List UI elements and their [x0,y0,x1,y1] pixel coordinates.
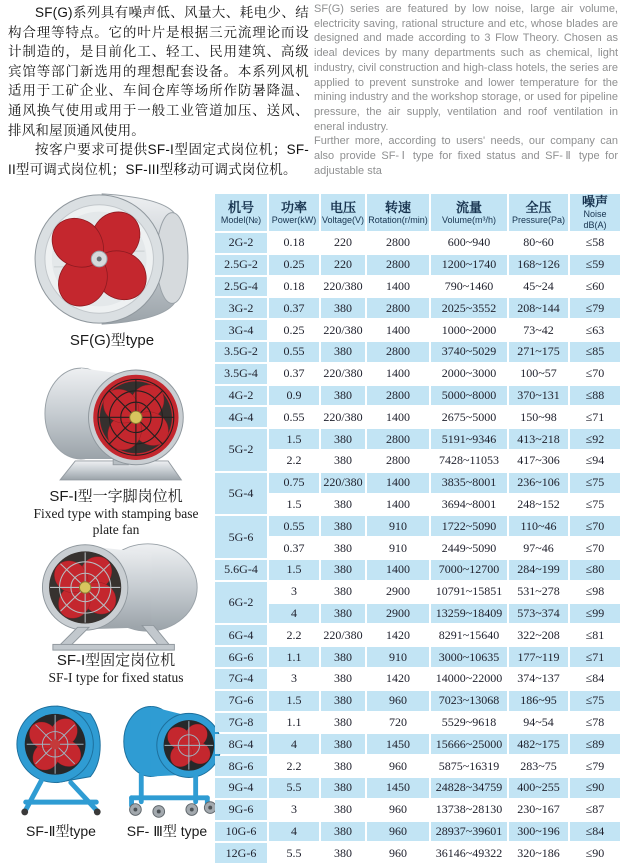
header-label-zh: 流量 [455,199,482,215]
table-row [215,691,620,711]
spec-cell: 8291~15640 [431,625,507,645]
table-row [215,386,620,406]
spec-cell: ≤81 [570,625,620,645]
spec-cell: 1400 [367,277,429,297]
spec-cell: 910 [367,538,429,558]
intro-zh-paragraph-1: SF(G)系列具有噪声低、风量大、耗电少、结构合理等特点。它的叶片是根据三元流理论而设计制造的，是目前化工、轻工、民用建筑、高级宾馆等部门新选用的理想配套设备。本系列风机适用于工矿企业、车间仓库等场所作防暑降温、通风换气使用或用于一般工业管道加压、送风、排风和屋顶通风使用。 [8,5,309,138]
spec-cell: 2.2 [269,625,319,645]
header-label-zh: 机号 [227,199,254,215]
spec-cell: ≤59 [570,255,620,275]
table-row [215,429,620,449]
spec-cell: 3 [269,582,319,602]
spec-cell: 208~144 [509,298,568,318]
spec-cell: 0.18 [269,277,319,297]
header-label-zh: 噪声 [581,194,608,209]
header-cell [215,194,267,231]
table-row [215,625,620,645]
spec-cell: 0.37 [269,298,319,318]
table-row [215,604,620,624]
spec-cell: 320~186 [509,843,568,863]
spec-cell: ≤94 [570,451,620,471]
spec-cell: 3740~5029 [431,342,507,362]
intro-chinese [8,3,309,179]
spec-cell: 380 [321,734,365,754]
intro-zh-paragraph-2: 按客户要求可提供SF-I型固定式岗位机；SF-II型可调式岗位机；SF-III型移动可调式岗位机。 [8,142,309,177]
intro-english [314,2,618,178]
spec-cell: 0.75 [269,473,319,493]
model-cell: 7G-6 [215,691,267,711]
spec-cell: 380 [321,386,365,406]
figure-sf2-sf3 [12,700,218,840]
figure-sf1-fixed-caption-zh: SF-I型固定岗位机 [56,652,176,669]
table-row [215,756,620,776]
spec-cell: 220/380 [321,473,365,493]
model-cell: 12G-6 [215,843,267,863]
spec-cell: ≤75 [570,495,620,515]
spec-cell: 2800 [367,342,429,362]
spec-cell: 380 [321,538,365,558]
spec-cell: 2025~3552 [431,298,507,318]
spec-cell: ≤90 [570,843,620,863]
spec-cell: 97~46 [509,538,568,558]
figure-sf1-fixed [24,540,208,686]
model-cell: 9G-4 [215,778,267,798]
spec-cell: 271~175 [509,342,568,362]
header-label-en: Volume(m³/h) [441,214,496,225]
model-cell: 3G-4 [215,320,267,340]
table-row [215,516,620,536]
spec-cell: 720 [367,713,429,733]
spec-cell: 1400 [367,364,429,384]
spec-cell: 300~196 [509,822,568,842]
header-label-en: Pressure(Pa) [511,214,565,225]
table-row [215,451,620,471]
spec-cell: 573~374 [509,604,568,624]
spec-cell: 1450 [367,734,429,754]
spec-cell: 1.1 [269,713,319,733]
spec-cell: 417~306 [509,451,568,471]
table-row [215,560,620,580]
header-label-en: Model(№) [220,214,262,225]
spec-cell: 3 [269,800,319,820]
spec-cell: 380 [321,778,365,798]
spec-cell: ≤80 [570,560,620,580]
spec-cell: ≤84 [570,669,620,689]
spec-cell: 1400 [367,473,429,493]
spec-table-header [215,194,620,231]
header-label-zh: 电压 [329,199,356,215]
spec-cell: 36146~49322 [431,843,507,863]
spec-cell: 28937~39601 [431,822,507,842]
spec-cell: 2800 [367,429,429,449]
model-cell: 4G-2 [215,386,267,406]
spec-cell: 1420 [367,669,429,689]
spec-cell: 1.5 [269,495,319,515]
spec-cell: 0.37 [269,364,319,384]
spec-cell: ≤71 [570,407,620,427]
spec-cell: 380 [321,342,365,362]
model-cell: 7G-8 [215,713,267,733]
spec-cell: 15666~25000 [431,734,507,754]
table-row [215,778,620,798]
spec-cell: 2675~5000 [431,407,507,427]
spec-cell: 283~75 [509,756,568,776]
model-cell: 7G-4 [215,669,267,689]
spec-cell: 0.25 [269,255,319,275]
spec-cell: 248~152 [509,495,568,515]
figure-sf1-baseplate [22,360,210,538]
spec-cell: 150~98 [509,407,568,427]
model-cell: 5G-6 [215,516,267,558]
spec-table-body [215,233,620,863]
figure-sf2-caption: SF-Ⅱ型type [26,823,96,839]
spec-cell: 0.18 [269,233,319,253]
spec-cell: ≤63 [570,320,620,340]
spec-cell: 5.5 [269,778,319,798]
table-row [215,342,620,362]
spec-cell: 5875~16319 [431,756,507,776]
spec-cell: ≤85 [570,342,620,362]
spec-cell: 1400 [367,407,429,427]
spec-cell: 3694~8001 [431,495,507,515]
spec-cell: 177~119 [509,647,568,667]
model-cell: 6G-4 [215,625,267,645]
axial-fan-sfg-image [18,186,206,332]
header-cell [367,194,429,231]
spec-cell: 482~175 [509,734,568,754]
spec-cell: 220 [321,233,365,253]
table-row [215,233,620,253]
spec-cell: 220 [321,255,365,275]
spec-cell: 2.2 [269,756,319,776]
spec-cell: ≤70 [570,364,620,384]
spec-cell: 1.5 [269,560,319,580]
model-cell: 5G-2 [215,429,267,471]
spec-cell: 14000~22000 [431,669,507,689]
spec-cell: 380 [321,713,365,733]
model-cell: 2.5G-2 [215,255,267,275]
spec-cell: 380 [321,298,365,318]
model-cell: 4G-4 [215,407,267,427]
spec-cell: 186~95 [509,691,568,711]
table-row [215,298,620,318]
table-row [215,647,620,667]
spec-cell: 3 [269,669,319,689]
spec-cell: 110~46 [509,516,568,536]
spec-cell: 236~106 [509,473,568,493]
spec-cell: 380 [321,495,365,515]
spec-cell: ≤70 [570,538,620,558]
spec-cell: 1400 [367,560,429,580]
model-cell: 2G-2 [215,233,267,253]
spec-cell: 5191~9346 [431,429,507,449]
table-row [215,277,620,297]
spec-cell: 2449~5090 [431,538,507,558]
spec-cell: 960 [367,691,429,711]
table-row [215,582,620,602]
spec-cell: ≤70 [570,516,620,536]
spec-cell: 2900 [367,582,429,602]
spec-cell: ≤60 [570,277,620,297]
table-row [215,800,620,820]
spec-cell: 94~54 [509,713,568,733]
spec-cell: 400~255 [509,778,568,798]
spec-cell: 5529~9618 [431,713,507,733]
spec-cell: 380 [321,560,365,580]
spec-cell: 220/380 [321,407,365,427]
spec-cell: 0.25 [269,320,319,340]
spec-cell: 380 [321,582,365,602]
figure-sf3-caption: SF- Ⅲ型 type [126,823,208,839]
header-label-zh: 转速 [384,199,411,215]
table-row [215,255,620,275]
figure-sf1-baseplate-caption-en: Fixed type with stamping base plate fan [33,506,199,537]
header-cell [509,194,568,231]
figure-sf1-baseplate-caption-zh: SF-I型一字脚岗位机 [49,488,183,505]
intro-en-paragraph-2: Further more, according to users' needs, our company can also provide SF-Ⅰ type for fixed status and SF-Ⅱ type for adjustable sta [314,135,618,177]
spec-cell: ≤88 [570,386,620,406]
header-label-en: Power(kW) [271,214,317,225]
table-row [215,538,620,558]
spec-cell: 3000~10635 [431,647,507,667]
spec-cell: 24828~34759 [431,778,507,798]
header-cell [321,194,365,231]
spec-cell: 284~199 [509,560,568,580]
spec-cell: 370~131 [509,386,568,406]
figure-sfg-type [14,186,210,350]
spec-cell: 600~940 [431,233,507,253]
spec-cell: ≤75 [570,473,620,493]
intro-en-paragraph-1: SF(G) series are featured by low noise, large air volume, electricity saving, rational structure and etc, whose blades are designed and made according to 3 Flow Theory. Chosen as ideal devices by many departments such as chemical, light industry, civil construction and high-class hotels, the series are applied to prevent sunstroke and lower temperature for the mining industry and the workshop storage, or used for pipeline pressure, the air supply, ventilation and roof ventilation in eneral industry. [314,3,618,133]
header-label-zh: 全压 [525,199,552,215]
header-label-en: Noise dB(A) [583,209,607,230]
spec-cell: ≤87 [570,800,620,820]
model-cell: 5.6G-4 [215,560,267,580]
spec-cell: 10791~15851 [431,582,507,602]
figure-sf3 [116,700,218,840]
header-label-en: Voltage(V) [321,214,364,225]
spec-cell: 1420 [367,625,429,645]
spec-cell: ≤84 [570,822,620,842]
spec-cell: ≤78 [570,713,620,733]
spec-cell: ≤90 [570,778,620,798]
spec-cell: 380 [321,647,365,667]
spec-cell: 0.55 [269,516,319,536]
spec-cell: 4 [269,604,319,624]
spec-cell: 1200~1740 [431,255,507,275]
model-cell: 10G-6 [215,822,267,842]
spec-cell: 7000~12700 [431,560,507,580]
model-cell: 2.5G-4 [215,277,267,297]
spec-cell: 380 [321,800,365,820]
header-cell [570,194,620,231]
spec-cell: 531~278 [509,582,568,602]
table-row [215,495,620,515]
spec-cell: 13738~28130 [431,800,507,820]
spec-cell: 0.37 [269,538,319,558]
spec-cell: 0.9 [269,386,319,406]
spec-cell: ≤89 [570,734,620,754]
spec-cell: 220/380 [321,320,365,340]
spec-cell: 2800 [367,298,429,318]
spec-cell: 380 [321,451,365,471]
spec-cell: 5.5 [269,843,319,863]
spec-cell: 2900 [367,604,429,624]
table-row [215,473,620,493]
header-row [215,194,620,231]
spec-cell: 1.5 [269,691,319,711]
spec-cell: 960 [367,843,429,863]
model-cell: 3.5G-4 [215,364,267,384]
spec-cell: 0.55 [269,342,319,362]
spec-cell: 374~137 [509,669,568,689]
header-label-zh: 功率 [280,199,307,215]
spec-cell: 168~126 [509,255,568,275]
spec-cell: 5000~8000 [431,386,507,406]
spec-cell: ≤71 [570,647,620,667]
table-row [215,407,620,427]
model-cell: 9G-6 [215,800,267,820]
spec-cell: 7428~11053 [431,451,507,471]
spec-cell: 2000~3000 [431,364,507,384]
spec-table [213,192,622,865]
spec-cell: 4 [269,822,319,842]
spec-cell: 2800 [367,451,429,471]
spec-cell: 0.55 [269,407,319,427]
table-row [215,320,620,340]
spec-cell: 380 [321,822,365,842]
spec-cell: 3835~8001 [431,473,507,493]
spec-cell: 380 [321,604,365,624]
spec-cell: 45~24 [509,277,568,297]
spec-cell: 790~1460 [431,277,507,297]
spec-cell: 1450 [367,778,429,798]
spec-cell: ≤79 [570,756,620,776]
spec-cell: 220/380 [321,625,365,645]
spec-cell: 7023~13068 [431,691,507,711]
figure-sf1-fixed-caption-en: SF-I type for fixed status [48,670,184,685]
spec-cell: ≤79 [570,298,620,318]
spec-cell: 4 [269,734,319,754]
spec-cell: 13259~18409 [431,604,507,624]
spec-cell: ≤99 [570,604,620,624]
spec-cell: 322~208 [509,625,568,645]
spec-cell: 960 [367,756,429,776]
spec-cell: 380 [321,516,365,536]
model-cell: 5G-4 [215,473,267,515]
fan-sf1-baseplate-image [26,360,206,488]
spec-cell: 380 [321,669,365,689]
model-cell: 3.5G-2 [215,342,267,362]
table-row [215,364,620,384]
spec-cell: 73~42 [509,320,568,340]
table-row [215,822,620,842]
spec-cell: ≤75 [570,691,620,711]
figure-sf2 [12,700,110,840]
spec-cell: ≤92 [570,429,620,449]
spec-cell: ≤98 [570,582,620,602]
header-label-en: Rotation(r/min) [368,214,428,225]
spec-cell: ≤58 [570,233,620,253]
fan-sf1-fixed-image [28,540,204,652]
table-row [215,713,620,733]
spec-cell: 100~57 [509,364,568,384]
table-row [215,734,620,754]
spec-cell: 230~167 [509,800,568,820]
spec-cell: 960 [367,800,429,820]
table-row [215,669,620,689]
header-cell [269,194,319,231]
model-cell: 6G-6 [215,647,267,667]
header-cell [431,194,507,231]
spec-cell: 380 [321,843,365,863]
spec-cell: 960 [367,822,429,842]
model-cell: 8G-6 [215,756,267,776]
spec-cell: 2800 [367,233,429,253]
spec-cell: 2800 [367,386,429,406]
spec-cell: 910 [367,516,429,536]
spec-cell: 380 [321,756,365,776]
spec-cell: 380 [321,691,365,711]
spec-cell: 1400 [367,495,429,515]
model-cell: 3G-2 [215,298,267,318]
spec-cell: 910 [367,647,429,667]
model-cell: 6G-2 [215,582,267,624]
spec-cell: 1000~2000 [431,320,507,340]
fan-sf3-image [116,700,218,818]
spec-cell: 1.1 [269,647,319,667]
spec-cell: 1.5 [269,429,319,449]
spec-cell: 220/380 [321,364,365,384]
figure-sfg-caption: SF(G)型type [69,332,155,349]
spec-cell: 2.2 [269,451,319,471]
spec-cell: 1722~5090 [431,516,507,536]
table-row [215,843,620,863]
spec-cell: 380 [321,429,365,449]
spec-cell: 220/380 [321,277,365,297]
spec-cell: 2800 [367,255,429,275]
spec-cell: 413~218 [509,429,568,449]
fan-sf2-image [12,700,110,818]
spec-cell: 80~60 [509,233,568,253]
spec-cell: 1400 [367,320,429,340]
model-cell: 8G-4 [215,734,267,754]
